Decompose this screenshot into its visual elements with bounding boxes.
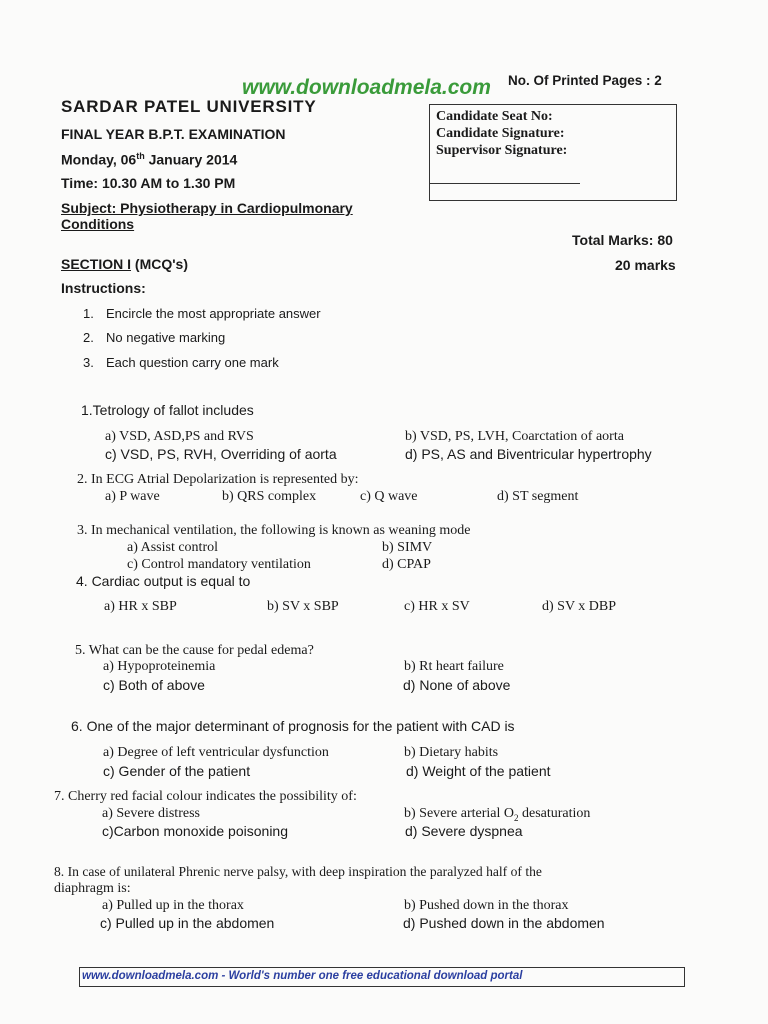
instruction-text: Encircle the most appropriate answer xyxy=(106,306,321,321)
instruction-item xyxy=(83,330,225,345)
q3-option-a[interactable]: a) Assist control xyxy=(127,540,218,555)
printed-pages-count: No. Of Printed Pages : 2 xyxy=(508,73,662,88)
instructions-heading: Instructions: xyxy=(61,280,146,296)
date-suffix-sup: th xyxy=(136,151,145,161)
q7-option-a[interactable]: a) Severe distress xyxy=(102,806,200,821)
q2-option-b[interactable]: b) QRS complex xyxy=(222,489,317,504)
instruction-number: 2. xyxy=(83,330,94,345)
question-8-text-line2: diaphragm is: xyxy=(54,881,131,896)
q2-option-d[interactable]: d) ST segment xyxy=(497,489,579,504)
question-4-text: 4. Cardiac output is equal to xyxy=(76,573,251,589)
section-heading xyxy=(61,256,188,272)
q3-option-d[interactable]: d) CPAP xyxy=(382,557,431,572)
supervisor-signature-label: Supervisor Signature: xyxy=(436,143,568,158)
q1-option-d[interactable]: d) PS, AS and Biventricular hypertrophy xyxy=(405,446,652,462)
footer-banner xyxy=(79,967,685,987)
instruction-item xyxy=(83,306,321,321)
exam-time: Time: 10.30 AM to 1.30 PM xyxy=(61,175,236,191)
question-6-text: 6. One of the major determinant of prognosis for the patient with CAD is xyxy=(71,718,515,734)
q5-option-a[interactable]: a) Hypoproteinemia xyxy=(103,659,216,674)
q7-option-b-text-end: desaturation xyxy=(518,806,591,821)
q1-option-c[interactable]: c) VSD, PS, RVH, Overriding of aorta xyxy=(105,446,337,462)
q7-option-c[interactable]: c)Carbon monoxide poisoning xyxy=(102,823,288,839)
watermark-link[interactable]: www.downloadmela.com xyxy=(242,76,491,99)
q6-option-c[interactable]: c) Gender of the patient xyxy=(103,763,251,779)
q2-option-c[interactable]: c) Q wave xyxy=(360,489,418,504)
candidate-seat-label: Candidate Seat No: xyxy=(436,109,553,124)
question-2-text: 2. In ECG Atrial Depolarization is represented by: xyxy=(77,472,359,487)
candidate-info-box xyxy=(429,104,677,201)
q4-option-b[interactable]: b) SV x SBP xyxy=(267,599,339,614)
exam-date xyxy=(61,151,237,168)
q5-option-d[interactable]: d) None of above xyxy=(403,677,511,693)
question-8-text-line1: 8. In case of unilateral Phrenic nerve palsy, with deep inspiration the paralyzed half of the xyxy=(54,864,542,879)
q7-option-d[interactable]: d) Severe dyspnea xyxy=(405,823,523,839)
total-marks: Total Marks: 80 xyxy=(572,232,673,248)
section-title: SECTION I xyxy=(61,256,132,272)
question-1-text: 1.Tetrology of fallot includes xyxy=(81,402,254,418)
footer-link[interactable]: www.downloadmela.com - World's number one free educational download portal xyxy=(82,970,523,982)
q8-option-b[interactable]: b) Pushed down in the thorax xyxy=(404,898,569,913)
q5-option-c[interactable]: c) Both of above xyxy=(103,677,205,693)
q5-option-b[interactable]: b) Rt heart failure xyxy=(404,659,504,674)
q4-option-a[interactable]: a) HR x SBP xyxy=(104,599,177,614)
date-prefix: Monday, 06 xyxy=(61,151,137,168)
instruction-text: No negative marking xyxy=(106,330,226,345)
instruction-number: 3. xyxy=(83,355,94,370)
q4-option-c[interactable]: c) HR x SV xyxy=(404,599,470,614)
question-3-text: 3. In mechanical ventilation, the following is known as weaning mode xyxy=(77,523,471,538)
q8-option-d[interactable]: d) Pushed down in the abdomen xyxy=(403,915,605,931)
q6-option-d[interactable]: d) Weight of the patient xyxy=(406,763,551,779)
box-divider xyxy=(430,183,580,184)
q3-option-c[interactable]: c) Control mandatory ventilation xyxy=(127,557,311,572)
exam-title: FINAL YEAR B.P.T. EXAMINATION xyxy=(61,126,286,142)
exam-subject: Subject: Physiotherapy in Cardiopulmonary Conditions xyxy=(61,200,353,232)
q7-option-b-text: b) Severe arterial O xyxy=(404,806,514,821)
instruction-text: Each question carry one mark xyxy=(106,355,279,370)
q1-option-a[interactable]: a) VSD, ASD,PS and RVS xyxy=(105,429,254,444)
q6-option-a[interactable]: a) Degree of left ventricular dysfunction xyxy=(103,745,329,760)
section-subtitle: (MCQ's) xyxy=(131,256,189,272)
q6-option-b[interactable]: b) Dietary habits xyxy=(404,745,499,760)
question-5-text: 5. What can be the cause for pedal edema? xyxy=(75,643,314,658)
q7-option-b[interactable] xyxy=(404,806,590,823)
q1-option-b[interactable]: b) VSD, PS, LVH, Coarctation of aorta xyxy=(405,429,624,444)
q7-option-b-subscript: 2 xyxy=(514,812,519,823)
question-7-text: 7. Cherry red facial colour indicates the possibility of: xyxy=(54,789,357,804)
instruction-number: 1. xyxy=(83,306,94,321)
q8-option-a[interactable]: a) Pulled up in the thorax xyxy=(102,898,244,913)
q4-option-d[interactable]: d) SV x DBP xyxy=(542,599,617,614)
date-month-year: January 2014 xyxy=(144,151,238,168)
university-name: SARDAR PATEL UNIVERSITY xyxy=(61,97,317,116)
instruction-item xyxy=(83,355,279,370)
q3-option-b[interactable]: b) SIMV xyxy=(382,540,433,555)
q8-option-c[interactable]: c) Pulled up in the abdomen xyxy=(100,915,275,931)
candidate-signature-label: Candidate Signature: xyxy=(436,126,565,141)
section-marks: 20 marks xyxy=(615,257,676,273)
q2-option-a[interactable]: a) P wave xyxy=(105,489,160,504)
